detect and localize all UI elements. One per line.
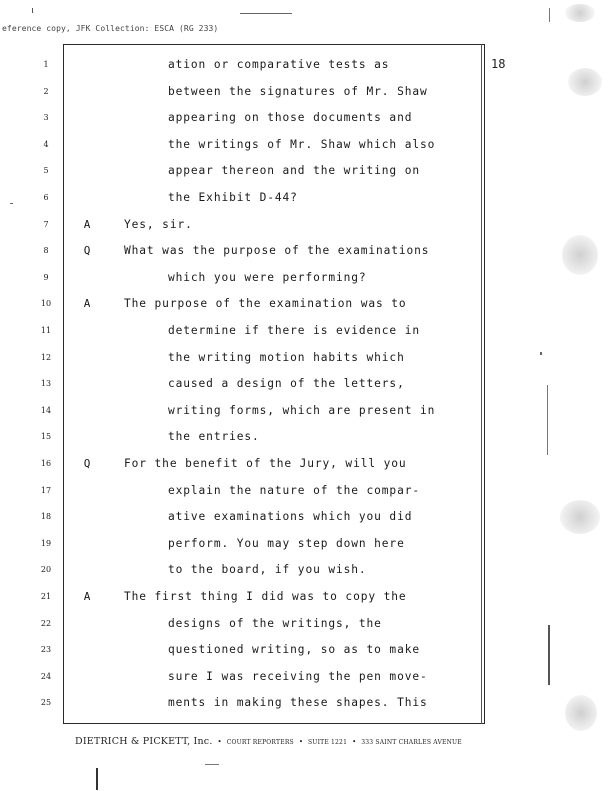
transcript-line-text: determine if there is evidence in bbox=[168, 324, 420, 337]
transcript-line-text: appear thereon and the writing on bbox=[168, 164, 420, 178]
scan-mark-top-right bbox=[549, 8, 550, 22]
line-number: 18 bbox=[40, 512, 52, 522]
scan-mark-bottom-stroke bbox=[96, 768, 98, 790]
transcript-line-text: explain the nature of the compar- bbox=[168, 483, 420, 497]
transcript-line-text: sure I was receiving the pen move- bbox=[168, 669, 428, 683]
transcript-line-text: perform. You may step down here bbox=[168, 536, 405, 550]
transcript-line-text: ative examinations which you did bbox=[168, 510, 413, 524]
line-number: 6 bbox=[43, 193, 49, 202]
archive-reference-header: eference copy, JFK Collection: ESCA (RG 233) bbox=[2, 24, 219, 33]
transcript-line-text: What was the purpose of the examinations bbox=[124, 244, 430, 258]
scan-mark-left-dot bbox=[10, 203, 13, 204]
scan-smudge-5 bbox=[565, 695, 597, 731]
line-number: 25 bbox=[40, 698, 52, 708]
page-number: 18 bbox=[491, 57, 506, 71]
speaker-label: Q bbox=[83, 244, 91, 258]
scan-mark-bottom-dash bbox=[205, 764, 219, 765]
line-number: 16 bbox=[40, 459, 52, 468]
scan-mark-right-edge-2 bbox=[548, 625, 550, 685]
transcript-line-text: the Exhibit D-44? bbox=[168, 191, 298, 204]
reporter-footer: DIETRICH & PICKETT, Inc. • COURT REPORTERS • SUITE 1221 • 333 SAINT CHARLES AVENUE bbox=[75, 736, 462, 747]
speaker-label: A bbox=[83, 590, 91, 603]
right-margin-rule bbox=[481, 44, 482, 724]
line-number: 17 bbox=[40, 485, 52, 495]
transcript-line-text: ation or comparative tests as bbox=[168, 58, 390, 71]
transcript-line-text: The purpose of the examination was to bbox=[124, 297, 407, 311]
line-number: 20 bbox=[40, 565, 52, 575]
line-number: 12 bbox=[40, 352, 52, 362]
scan-mark-top-left bbox=[32, 8, 33, 13]
line-number: 11 bbox=[40, 326, 52, 335]
transcript-line-text: the writing motion habits which bbox=[168, 350, 405, 364]
footer-suite: SUITE 1221 bbox=[308, 739, 348, 746]
transcript-line-text: to the board, if you wish. bbox=[168, 563, 367, 577]
line-number: 4 bbox=[43, 139, 49, 149]
speaker-label: A bbox=[83, 217, 91, 231]
transcript-line-text: The first thing I did was to copy the bbox=[124, 590, 407, 603]
footer-court-reporters: COURT REPORTERS bbox=[226, 739, 294, 746]
scan-mark-right-edge-1 bbox=[547, 385, 548, 455]
transcript-line-text: writing forms, which are present in bbox=[168, 403, 436, 417]
line-number: 19 bbox=[40, 538, 52, 548]
speaker-label: Q bbox=[83, 457, 91, 470]
line-number: 9 bbox=[43, 272, 49, 282]
line-number: 5 bbox=[43, 166, 49, 176]
line-number: 8 bbox=[43, 246, 49, 256]
line-number: 22 bbox=[40, 618, 52, 628]
transcript-line-text: caused a design of the letters, bbox=[168, 377, 405, 391]
transcript-line-text: between the signatures of Mr. Shaw bbox=[168, 84, 428, 98]
transcript-line-text: designs of the writings, the bbox=[168, 616, 382, 630]
line-number: 7 bbox=[43, 219, 49, 229]
line-number: 23 bbox=[40, 645, 52, 655]
scan-smudge-3 bbox=[562, 235, 598, 275]
transcript-line-text: ments in making these shapes. This bbox=[168, 696, 428, 710]
transcript-line-text: the writings of Mr. Shaw which also bbox=[168, 137, 436, 151]
line-number: 10 bbox=[40, 299, 52, 309]
transcript-line-text: which you were performing? bbox=[168, 270, 367, 284]
line-number: 14 bbox=[40, 405, 52, 415]
line-number: 3 bbox=[43, 113, 49, 123]
line-number: 24 bbox=[40, 671, 52, 681]
line-number: 2 bbox=[43, 86, 49, 96]
speaker-label: A bbox=[83, 297, 91, 311]
scan-smudge-2 bbox=[568, 68, 602, 96]
scan-smudge-1 bbox=[565, 4, 595, 22]
transcript-line-text: appearing on those documents and bbox=[168, 111, 413, 125]
transcript-line-text: questioned writing, so as to make bbox=[168, 643, 420, 657]
scan-mark-mid-dot bbox=[540, 352, 542, 355]
transcript-line-text: Yes, sir. bbox=[124, 217, 193, 231]
line-number: 15 bbox=[40, 432, 52, 442]
footer-address: 333 SAINT CHARLES AVENUE bbox=[361, 739, 462, 746]
line-number: 13 bbox=[40, 379, 52, 389]
transcript-line-text: For the benefit of the Jury, will you bbox=[124, 457, 407, 470]
footer-firm-name: DIETRICH & PICKETT, Inc. bbox=[75, 736, 213, 747]
scan-smudge-4 bbox=[560, 500, 600, 534]
line-number: 21 bbox=[40, 592, 52, 601]
transcript-line-text: the entries. bbox=[168, 430, 260, 444]
line-number: 1 bbox=[43, 60, 49, 69]
scan-mark-top-center bbox=[240, 13, 292, 14]
